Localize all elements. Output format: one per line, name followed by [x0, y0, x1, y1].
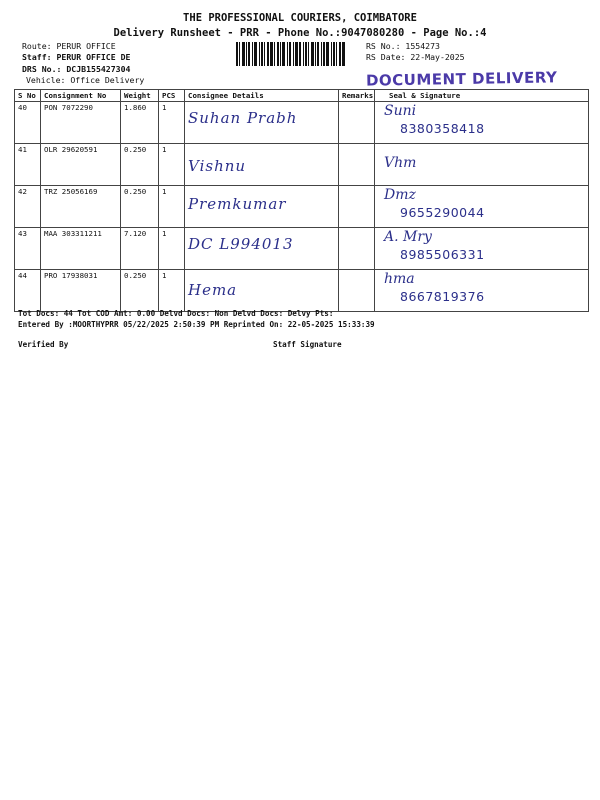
cell-sno: 43 — [15, 228, 41, 270]
cell-consignee — [185, 144, 339, 186]
cell-consignment: OLR 29620591 — [41, 144, 121, 186]
vehicle-label: Vehicle: Office Delivery — [26, 75, 145, 85]
company-title: THE PROFESSIONAL COURIERS, COIMBATORE — [183, 12, 417, 24]
table-header-row — [15, 90, 589, 102]
staff-label: Staff: PERUR OFFICE DE — [22, 52, 131, 62]
cell-signature — [375, 270, 589, 312]
consignee-handwriting: DC L994013 — [188, 235, 294, 253]
cell-consignment: PON 7072290 — [41, 102, 121, 144]
col-header-consignee: Consignee Details — [185, 90, 339, 102]
table-row — [15, 228, 589, 270]
cell-weight: 7.120 — [121, 228, 159, 270]
drs-number: DRS No.: DCJB155427304 — [22, 64, 131, 74]
signature-scrawl: Suni — [384, 103, 417, 119]
col-header-remarks: Remarks — [339, 90, 375, 102]
cell-pcs: 1 — [159, 144, 185, 186]
entered-by-line: Entered By :MOORTHYPRR 05/22/2025 2:50:39 PM Reprinted On: 22-05-2025 15:33:39 — [18, 320, 375, 329]
route-label: Route: PERUR OFFICE — [22, 41, 116, 51]
cell-sno: 42 — [15, 186, 41, 228]
signature-phone: 8667819376 — [400, 289, 485, 304]
table-row — [15, 270, 589, 312]
consignee-handwriting: Hema — [188, 281, 238, 299]
verified-by-label: Verified By — [18, 340, 69, 349]
consignee-handwriting: Premkumar — [188, 195, 287, 213]
cell-weight: 0.250 — [121, 186, 159, 228]
cell-remarks — [339, 144, 375, 186]
cell-signature — [375, 144, 589, 186]
cell-sno: 40 — [15, 102, 41, 144]
cell-consignment: MAA 303311211 — [41, 228, 121, 270]
document-delivery-stamp: DOCUMENT DELIVERY — [365, 68, 558, 90]
totals-line: Tot Docs: 44 Tot COD Amt: 0.00 Delvd Docs: Non Delvd Docs: Delvy Pts: — [18, 309, 334, 318]
col-header-weight: Weight — [121, 90, 159, 102]
cell-remarks — [339, 186, 375, 228]
cell-pcs: 1 — [159, 102, 185, 144]
cell-consignee — [185, 186, 339, 228]
cell-signature — [375, 186, 589, 228]
rs-date: RS Date: 22-May-2025 — [366, 52, 465, 62]
cell-signature — [375, 102, 589, 144]
cell-remarks — [339, 270, 375, 312]
cell-sno: 41 — [15, 144, 41, 186]
col-header-sno: S No — [15, 90, 41, 102]
table-row — [15, 144, 589, 186]
col-header-pcs: PCS — [159, 90, 185, 102]
signature-scrawl: hma — [384, 271, 415, 287]
cell-pcs: 1 — [159, 270, 185, 312]
cell-consignee — [185, 270, 339, 312]
signature-phone: 8380358418 — [400, 121, 485, 136]
cell-pcs: 1 — [159, 186, 185, 228]
signature-scrawl: Dmz — [384, 187, 416, 203]
signature-scrawl: Vhm — [384, 155, 417, 171]
rs-number: RS No.: 1554273 — [366, 41, 440, 51]
col-header-signature: Seal & Signature — [375, 90, 589, 102]
runsheet-table — [14, 89, 589, 312]
cell-weight: 1.860 — [121, 102, 159, 144]
table-row — [15, 186, 589, 228]
consignee-handwriting: Vishnu — [188, 157, 247, 175]
consignee-handwriting: Suhan Prabh — [188, 109, 298, 127]
table-row — [15, 102, 589, 144]
cell-sno: 44 — [15, 270, 41, 312]
staff-signature-label: Staff Signature — [273, 340, 342, 349]
cell-pcs: 1 — [159, 228, 185, 270]
cell-remarks — [339, 102, 375, 144]
cell-consignee — [185, 102, 339, 144]
cell-remarks — [339, 228, 375, 270]
cell-consignment: PRO 17938031 — [41, 270, 121, 312]
cell-consignment: TRZ 25056169 — [41, 186, 121, 228]
cell-weight: 0.250 — [121, 270, 159, 312]
cell-consignee — [185, 228, 339, 270]
cell-weight: 0.250 — [121, 144, 159, 186]
col-header-consignment: Consignment No — [41, 90, 121, 102]
cell-signature — [375, 228, 589, 270]
signature-scrawl: A. Mry — [384, 229, 432, 245]
barcode-image — [236, 42, 358, 66]
runsheet-subtitle: Delivery Runsheet - PRR - Phone No.:9047080280 - Page No.:4 — [113, 27, 487, 39]
signature-phone: 8985506331 — [400, 247, 485, 262]
signature-phone: 9655290044 — [400, 205, 485, 220]
